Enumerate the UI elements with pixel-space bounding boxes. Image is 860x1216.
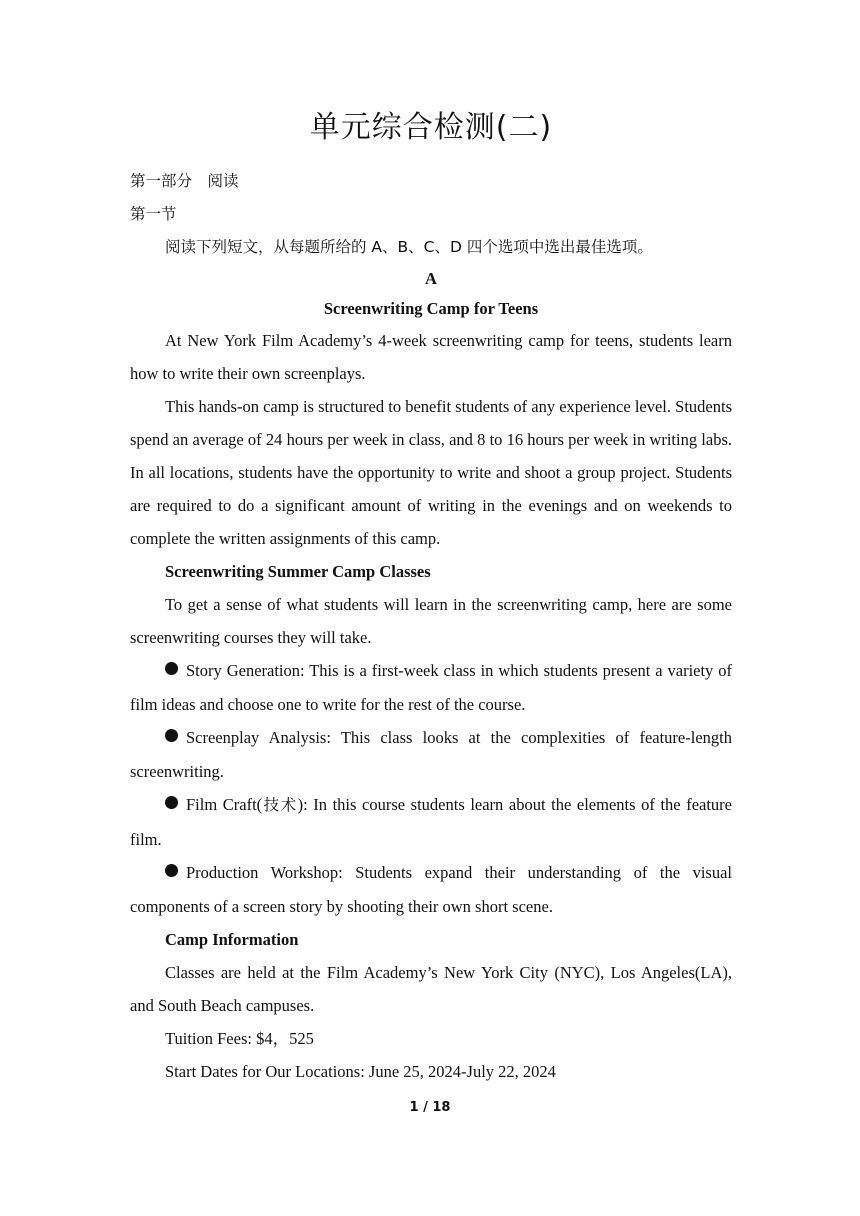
instruction-text: 阅读下列短文，从每题所给的 A、B、C、D 四个选项中选出最佳选项。 [165, 238, 653, 256]
start-dates: Start Dates for Our Locations: June 25, 2024-July 22, 2024 [165, 1062, 556, 1081]
paragraph-locations: Classes are held at the Film Academy’s New York City (NYC), Los Angeles(LA), and South Beach campuses. [130, 963, 732, 1015]
heading-classes: Screenwriting Summer Camp Classes [165, 562, 431, 581]
section-heading: 第一节 [130, 205, 177, 223]
paragraph-structure: This hands-on camp is structured to benefit students of any experience level. Students spend an average of 24 hours per week in class, and 8 to 16 hours per week in writing labs. In all locations, students have the opportunity to write and shoot a group project. Students are required to do a significant amount of writing in the evenings and on weekends to complete the written assignments of this camp. [130, 397, 732, 548]
paragraph-courses-intro: To get a sense of what students will learn in the screenwriting camp, here are some screenwriting courses they will take. [130, 595, 732, 647]
passage-letter: A [425, 269, 437, 288]
passage-title: Screenwriting Camp for Teens [323, 299, 539, 318]
bullet-dot-icon [165, 864, 178, 877]
tuition-fees: Tuition Fees: $4，525 [165, 1029, 314, 1048]
bullet-dot-icon [165, 796, 178, 809]
bullet-item: Screenplay Analysis: This class looks at the complexities of feature-length screenwriting. [130, 728, 732, 781]
bullet-item: Film Craft(技术): In this course students learn about the elements of the feature film. [130, 795, 732, 849]
bullet-dot-icon [165, 729, 178, 742]
bullet-dot-icon [165, 662, 178, 675]
document-title: 单元综合检测(二) [309, 110, 553, 145]
page-number: 1 / 18 [409, 1100, 451, 1115]
bullet-item: Production Workshop: Students expand their understanding of the visual components of a screen story by shooting their own short scene. [130, 863, 732, 916]
paragraph-intro: At New York Film Academy’s 4-week screenwriting camp for teens, students learn how to write their own screenplays. [130, 331, 732, 383]
part-heading: 第一部分 阅读 [130, 172, 239, 190]
bullet-item: Story Generation: This is a first-week class in which students present a variety of film ideas and choose one to write for the rest of the course. [130, 661, 732, 714]
heading-camp-info: Camp Information [165, 930, 299, 949]
